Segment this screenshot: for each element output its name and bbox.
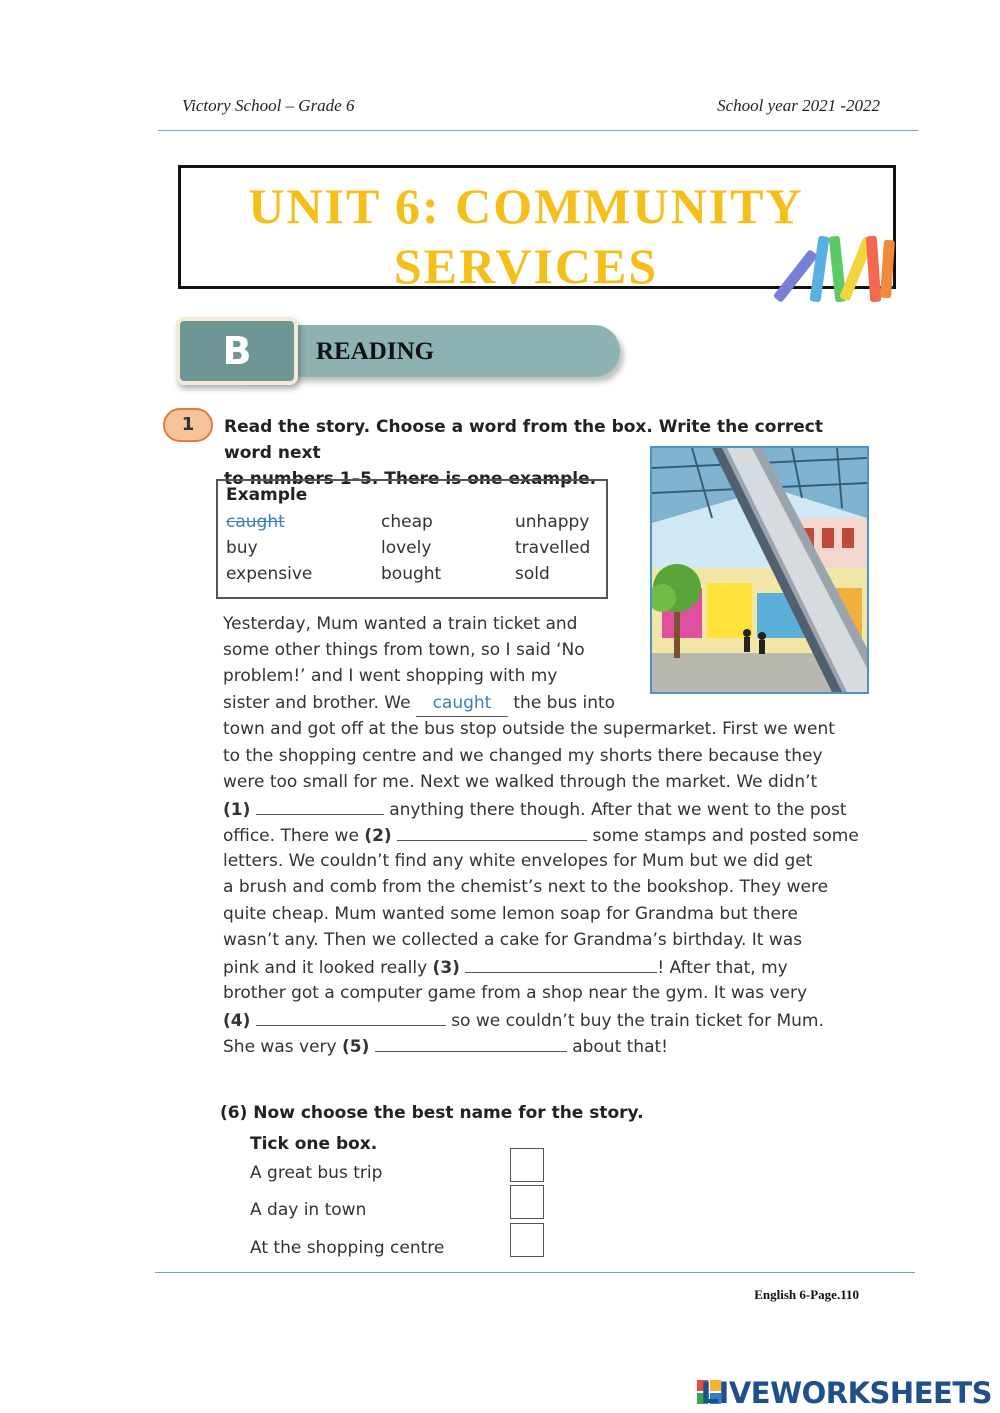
footer-divider (155, 1272, 915, 1273)
word-box-heading: Example (226, 485, 308, 505)
story-line: a brush and comb from the chemist’s next to the bookshop. They were (223, 877, 829, 897)
word-option: unhappy (515, 512, 590, 532)
word-option: buy (226, 538, 258, 558)
word-option: travelled (515, 538, 591, 558)
story-text: anything there though. After that we went to the post (389, 800, 847, 820)
story-line-gap-3 (223, 954, 788, 981)
tick-box-option-1[interactable] (510, 1148, 544, 1182)
question-6-sub: Tick one box. (250, 1134, 378, 1154)
word-option: bought (381, 564, 442, 584)
shopping-centre-illustration (650, 446, 869, 694)
header-school-year: School year 2021 -2022 (717, 96, 880, 115)
story-text: some stamps and posted some (592, 826, 859, 846)
word-option: cheap (381, 512, 433, 532)
question-6-prompt: (6) Now choose the best name for the story. (220, 1103, 644, 1123)
story-text: so we couldn’t buy the train ticket for Mum. (451, 1011, 824, 1031)
answer-blank-5[interactable] (375, 1033, 567, 1052)
word-option: sold (515, 564, 550, 584)
instruction-line-2: to numbers 1–5. There is one example. (224, 469, 597, 489)
story-text: She was very (223, 1037, 337, 1057)
section-letter: B (222, 329, 252, 373)
story-line-gap-2 (223, 822, 859, 849)
story-line: were too small for me. Next we walked through the market. We didn’t (223, 772, 818, 792)
word-option: expensive (226, 564, 313, 584)
story-line: brother got a computer game from a shop near the gym. It was very (223, 983, 808, 1003)
example-answer: caught (416, 690, 508, 717)
story-line: some other things from town, so I said ‘No (223, 640, 585, 660)
tick-box-option-3[interactable] (510, 1223, 544, 1257)
story-text: ! After that, my (657, 958, 788, 978)
gap-number: (2) (364, 826, 392, 846)
story-line: letters. We couldn’t find any white envelopes for Mum but we did get (223, 851, 813, 871)
story-text: pink and it looked really (223, 958, 428, 978)
answer-blank-1[interactable] (256, 796, 384, 815)
story-line: Yesterday, Mum wanted a train ticket and (223, 614, 578, 634)
instruction-line-1: Read the story. Choose a word from the box. Write the correct word next (224, 417, 823, 463)
section-letter-box (176, 317, 298, 385)
page-number: English 6-Page.110 (754, 1287, 859, 1302)
word-example: caught (226, 512, 285, 532)
story-line-example (223, 690, 615, 717)
unit-title-box (178, 165, 896, 294)
gap-number: (5) (342, 1037, 370, 1057)
story-line: town and got off at the bus stop outside the supermarket. First we went (223, 719, 835, 739)
exercise-number-badge: 1 (163, 408, 213, 442)
story-line: to the shopping centre and we changed my shorts there because they (223, 746, 823, 766)
answer-blank-3[interactable] (465, 954, 657, 973)
unit-title (181, 176, 871, 296)
story-line-gap-1 (223, 796, 847, 823)
header-school: Victory School – Grade 6 (182, 96, 355, 115)
gap-number: (1) (223, 800, 251, 820)
gap-number: (4) (223, 1011, 251, 1031)
unit-title-line2: SERVICES (393, 238, 659, 294)
story-text: the bus into (513, 693, 616, 713)
tick-option-label: A great bus trip (250, 1163, 383, 1183)
answer-blank-2[interactable] (397, 822, 587, 841)
header-divider (158, 130, 918, 131)
tick-option-label: A day in town (250, 1200, 367, 1220)
story-line-gap-5 (223, 1033, 668, 1060)
gap-number: (3) (432, 958, 460, 978)
story-line-gap-4 (223, 1007, 824, 1034)
answer-blank-4[interactable] (256, 1007, 446, 1026)
mall-escalator-image (652, 448, 867, 692)
liveworksheets-brand: LIVEWORKSHEETS (700, 1376, 992, 1410)
story-text: office. There we (223, 826, 359, 846)
unit-title-line1: UNIT 6: COMMUNITY (248, 178, 804, 234)
tick-option-label: At the shopping centre (250, 1238, 445, 1258)
story-line: problem!’ and I went shopping with my (223, 666, 558, 686)
tick-box-option-2[interactable] (510, 1185, 544, 1219)
word-option: lovely (381, 538, 432, 558)
story-text: about that! (572, 1037, 668, 1057)
section-title: READING (316, 338, 435, 365)
story-line: quite cheap. Mum wanted some lemon soap for Grandma but there (223, 904, 799, 924)
story-text: sister and brother. We (223, 693, 411, 713)
story-line: wasn’t any. Then we collected a cake for Grandma’s birthday. It was (223, 930, 803, 950)
word-box (216, 479, 608, 599)
